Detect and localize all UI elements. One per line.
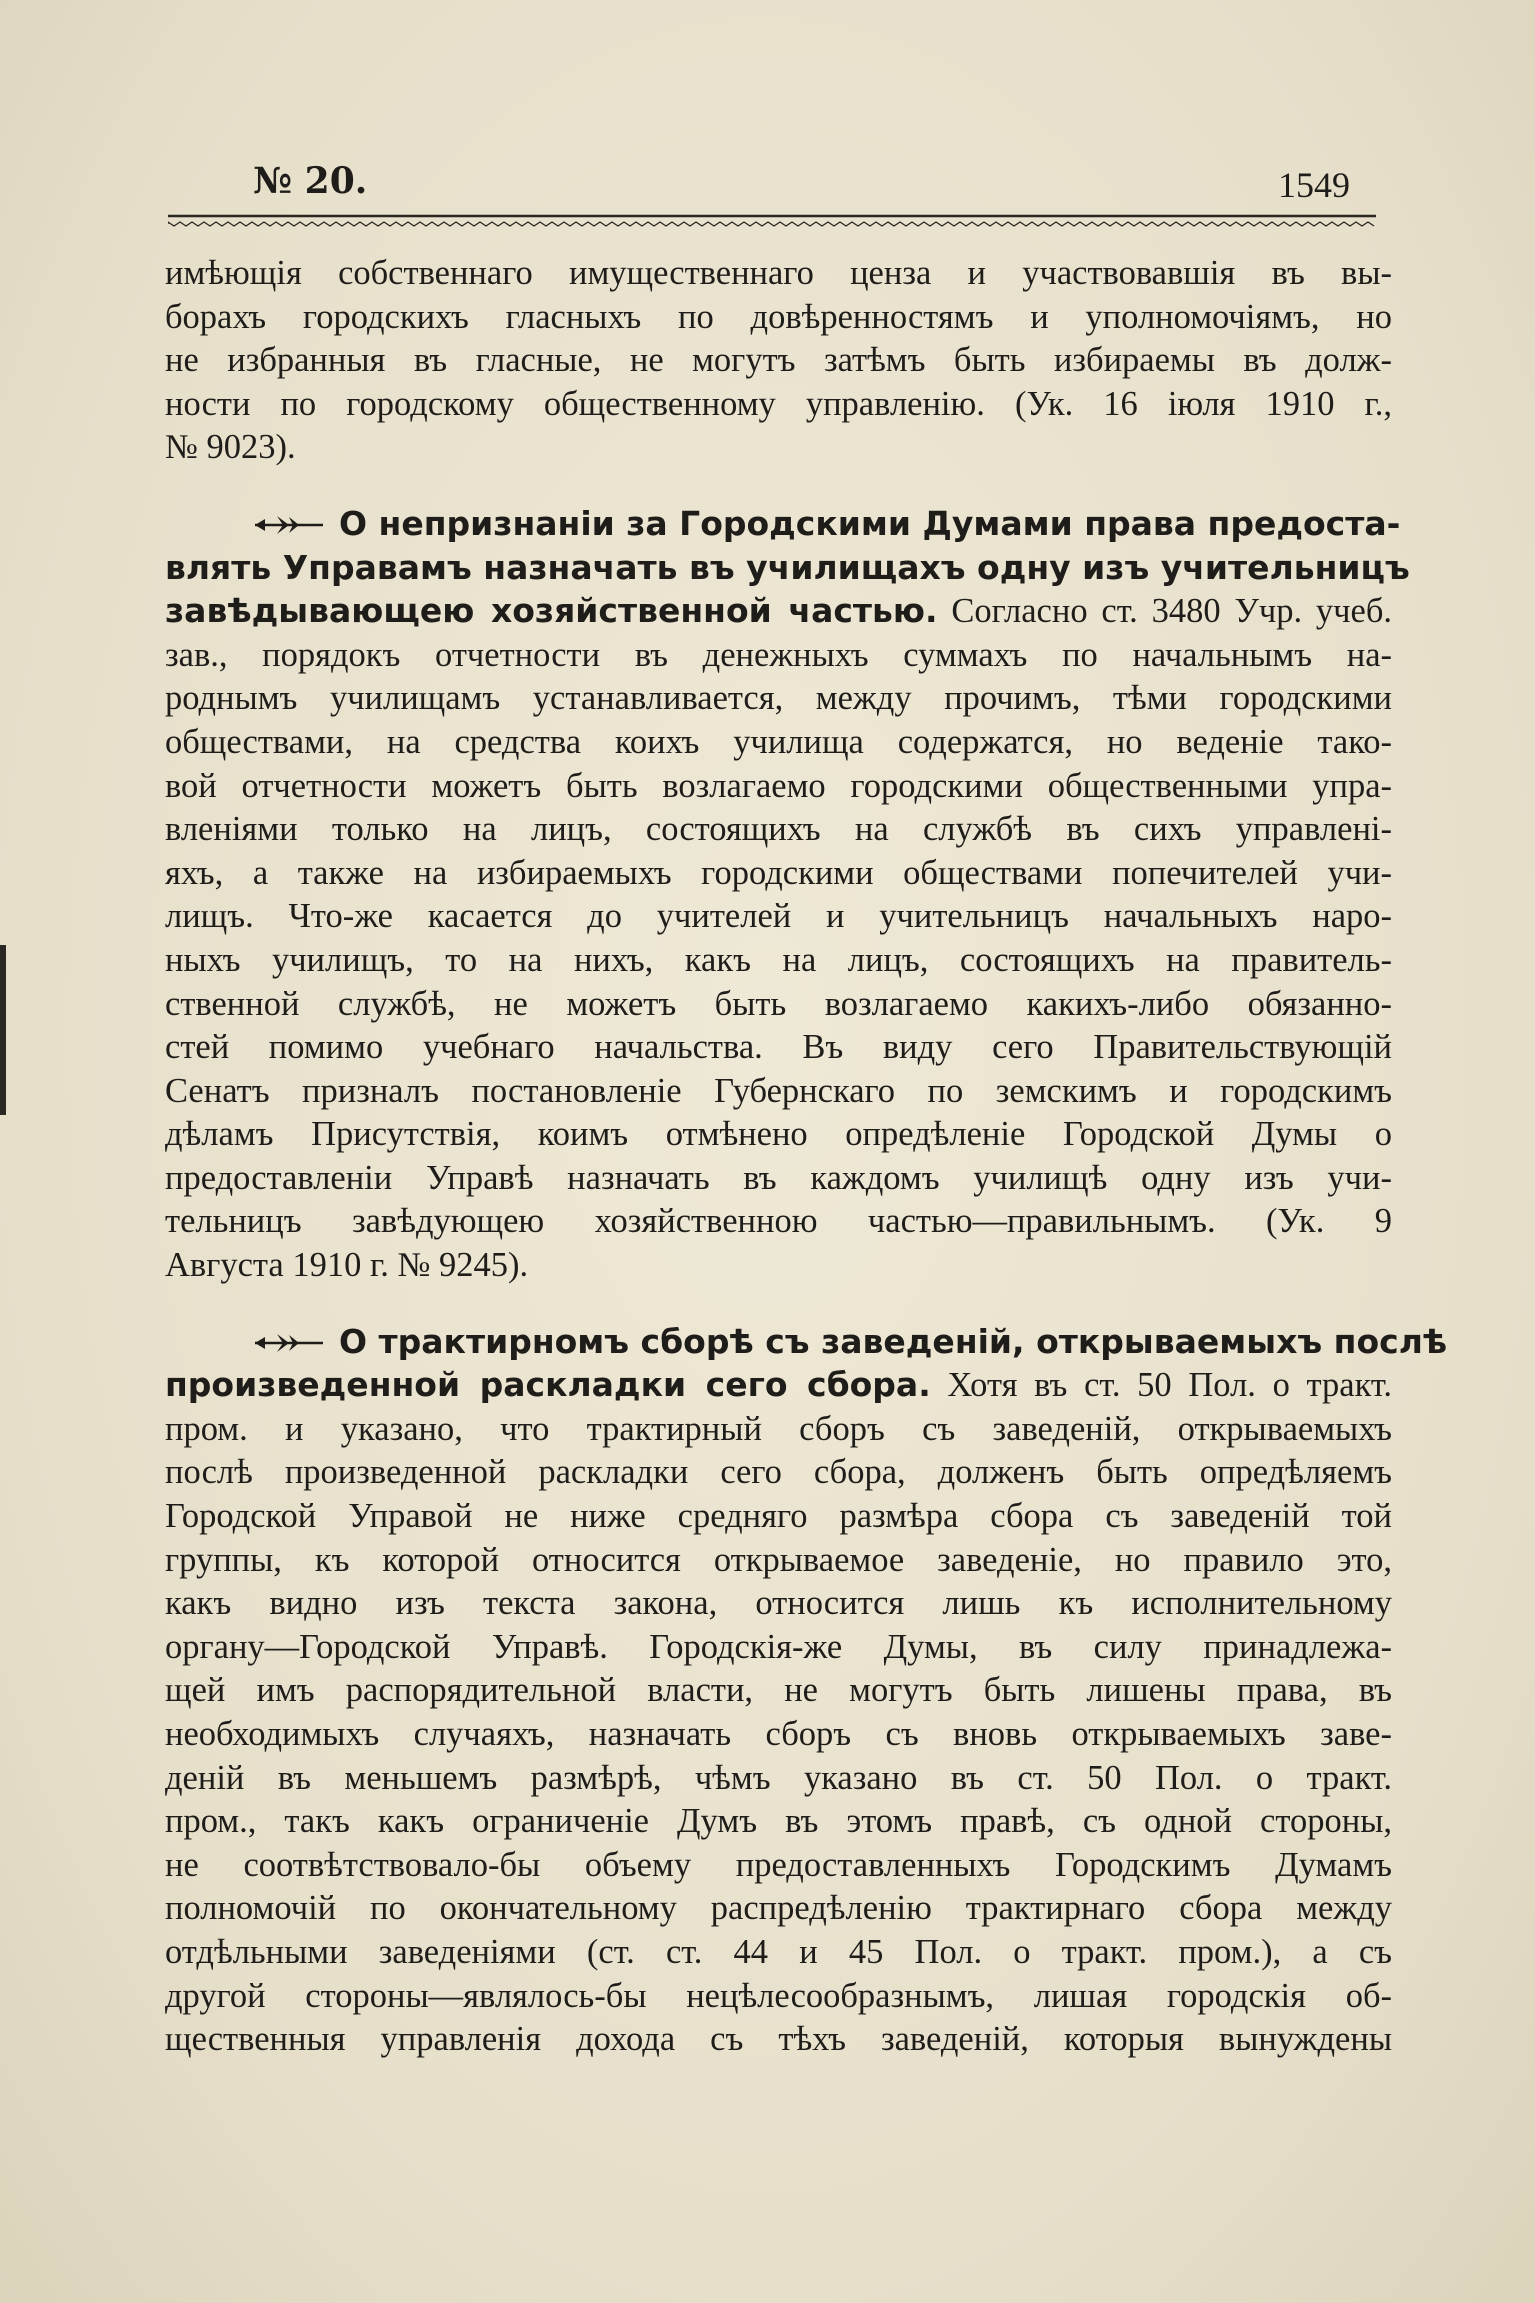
text-line: вленіями только на лицъ, состоящихъ на службѣ въ сихъ управлені-: [165, 810, 1392, 849]
text-line: предоставленіи Управѣ назначать въ каждомъ училищѣ одну изъ учи-: [165, 1158, 1392, 1197]
ornament-arrow-icon: [253, 514, 325, 536]
header-rule: [168, 212, 1376, 230]
text-line: зав., порядокъ отчетности въ денежныхъ суммахъ по начальнымъ на-: [165, 635, 1392, 674]
section-heading-line: [165, 502, 1401, 546]
text-line: № 9023).: [165, 428, 296, 467]
text-line: Городской Управой не ниже средняго размѣра сбора съ заведеній той: [165, 1497, 1392, 1536]
text-line: [165, 1363, 1392, 1408]
text-line: ственной службѣ, не можетъ быть возлагаемо какихъ-либо обязанно-: [165, 984, 1392, 1023]
text-line: Сенатъ призналъ постановленіе Губернскаго по земскимъ и городскимъ: [165, 1071, 1392, 1110]
issue-number: № 20.: [253, 160, 368, 202]
text-line: дѣламъ Присутствія, коимъ отмѣнено опредѣленіе Городской Думы о: [165, 1115, 1392, 1154]
heading-text: завѣдывающею хозяйственной частью.: [165, 591, 938, 631]
paragraph-3: [165, 1320, 1448, 2062]
heading-text: О трактирномъ сборѣ съ заведеній, открываемыхъ послѣ: [339, 1321, 1448, 1361]
text-line: пром., такъ какъ ограниченіе Думъ въ этомъ правѣ, съ одной стороны,: [165, 1802, 1392, 1841]
section-heading-line: влять Управамъ назначать въ училищахъ одну изъ учительницъ: [165, 547, 1410, 587]
binding-mark: [0, 945, 6, 1115]
text-line: обществами, на средства коихъ училища содержатся, но веденіе тако-: [165, 722, 1392, 761]
text-line: органу—Городской Управѣ. Городскія-же Думы, въ силу принадлежа-: [165, 1627, 1392, 1666]
text-line: борахъ городскихъ гласныхъ по довѣренностямъ и уполномочіямъ, но: [165, 297, 1392, 336]
heading-tail-text: Согласно ст. 3480 Учр. учеб.: [951, 592, 1392, 631]
heading-text: произведенной раскладки сего сбора.: [165, 1365, 931, 1405]
text-line: не избранныя въ гласные, не могутъ затѣмъ быть избираемы въ долж-: [165, 341, 1392, 380]
text-line: щественныя управленія дохода съ тѣхъ заведеній, которыя вынуждены: [165, 2020, 1392, 2059]
text-line: послѣ произведенной раскладки сего сбора, долженъ быть опредѣляемъ: [165, 1453, 1392, 1492]
document-body: [165, 252, 1448, 2094]
text-line: щей имъ распорядительной власти, не могутъ быть лишены права, въ: [165, 1671, 1392, 1710]
text-line: ности по городскому общественному управленію. (Ук. 16 іюля 1910 г.,: [165, 384, 1392, 423]
text-line: лищъ. Что-же касается до учителей и учительницъ начальныхъ наро-: [165, 897, 1392, 936]
section-heading-line: [165, 1320, 1448, 1364]
paragraph-1: [165, 252, 1392, 470]
text-line: яхъ, а также на избираемыхъ городскими обществами попечителей учи-: [165, 853, 1392, 892]
text-line: тельницъ завѣдующею хозяйственною частью—правильнымъ. (Ук. 9: [165, 1202, 1392, 1241]
text-line: Августа 1910 г. № 9245).: [165, 1246, 529, 1285]
text-line: не соотвѣтствовало-бы объему предоставленныхъ Городскимъ Думамъ: [165, 1845, 1392, 1884]
heading-text: О непризнаніи за Городскими Думами права предоста-: [339, 503, 1401, 543]
text-line: имѣющія собственнаго имущественнаго ценза и участвовавшія въ вы-: [165, 254, 1392, 292]
text-line: отдѣльными заведеніями (ст. ст. 44 и 45 Пол. о тракт. пром.), а съ: [165, 1932, 1392, 1971]
page-number: 1549: [1278, 165, 1350, 205]
text-line: стей помимо учебнаго начальства. Въ виду сего Правительствующій: [165, 1028, 1392, 1067]
text-line: ныхъ училищъ, то на нихъ, какъ на лицъ, состоящихъ на правитель-: [165, 940, 1392, 979]
paragraph-2: [165, 502, 1410, 1288]
text-line: вой отчетности можетъ быть возлагаемо городскими общественными упра-: [165, 766, 1392, 805]
text-line: другой стороны—являлось-бы нецѣлесообразнымъ, лишая городскія об-: [165, 1976, 1392, 2015]
text-line: деній въ меньшемъ размѣрѣ, чѣмъ указано въ ст. 50 Пол. о тракт.: [165, 1758, 1392, 1797]
text-line: роднымъ училищамъ устанавливается, между прочимъ, тѣми городскими: [165, 679, 1392, 718]
text-line: полномочій по окончательному распредѣленію трактирнаго сбора между: [165, 1889, 1392, 1928]
heading-tail-text: Хотя въ ст. 50 Пол. о тракт.: [947, 1366, 1392, 1405]
text-line: [165, 589, 1392, 634]
ornament-arrow-icon: [253, 1332, 325, 1354]
text-line: какъ видно изъ текста закона, относится лишь къ исполнительному: [165, 1584, 1392, 1623]
text-line: группы, къ которой относится открываемое заведеніе, но правило это,: [165, 1540, 1392, 1579]
page-header: [168, 160, 1368, 210]
text-line: необходимыхъ случаяхъ, назначать сборъ съ вновь открываемыхъ заве-: [165, 1715, 1392, 1753]
text-line: пром. и указано, что трактирный сборъ съ заведеній, открываемыхъ: [165, 1409, 1392, 1448]
